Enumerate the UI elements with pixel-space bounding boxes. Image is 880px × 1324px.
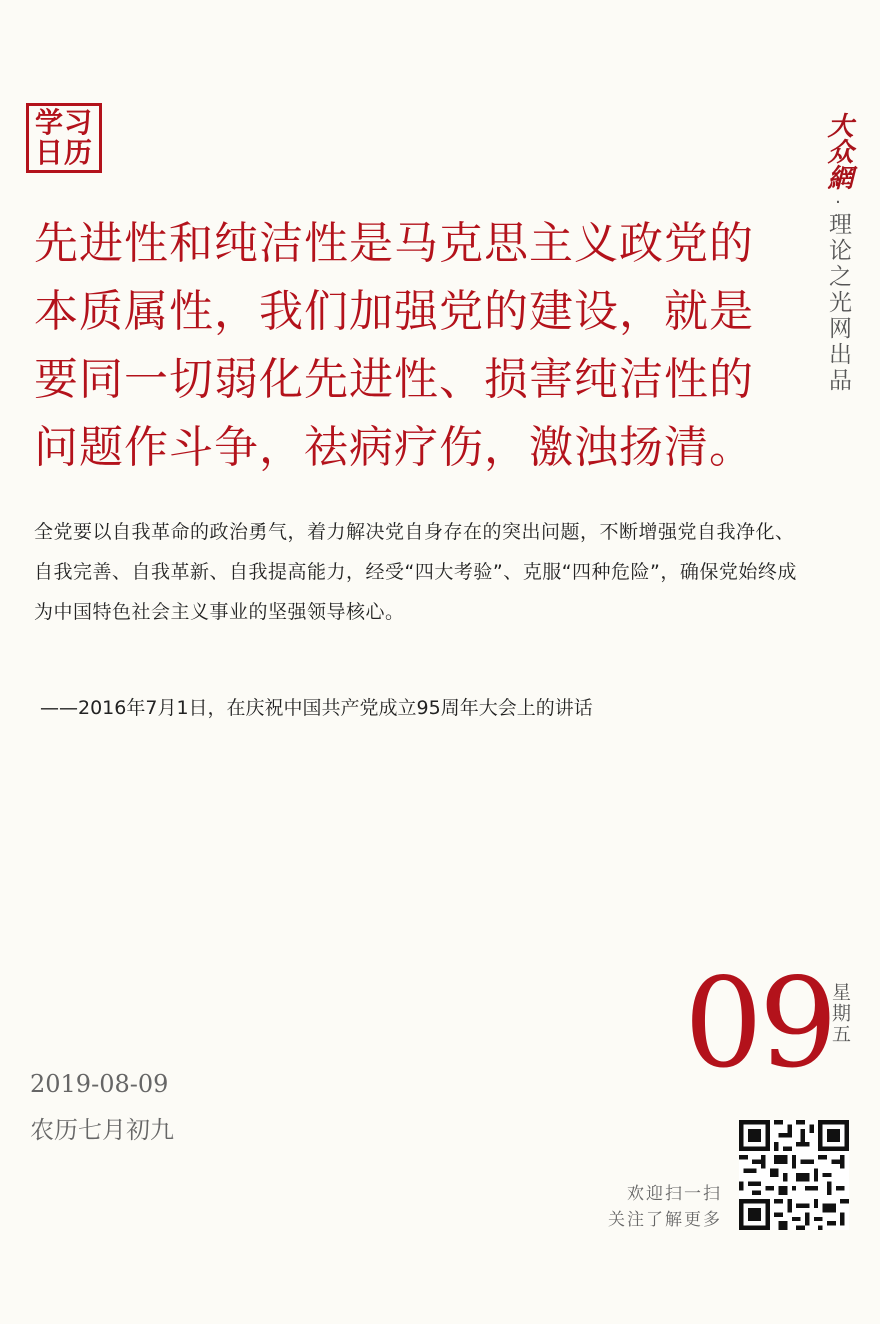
logo-line-1: 学习: [34, 106, 93, 139]
study-calendar-logo: [26, 103, 102, 173]
brand-subtitle: 理论之光网出品: [825, 212, 851, 394]
quote-source: ——2016年7月1日，在庆祝中国共产党成立95周年大会上的讲话: [40, 697, 593, 719]
scan-prompt: 欢迎扫一扫: [627, 1184, 722, 1204]
logo-line-2: 日历: [34, 136, 93, 169]
brand-logo: 大众網: [823, 112, 853, 190]
quote-headline: 先进性和纯洁性是马克思主义政党的本质属性，我们加强党的建设，就是要同一切弱化先进性、损害纯洁性的问题作斗争，祛病疗伤，激浊扬清。: [34, 218, 754, 473]
day-number: 09: [684, 952, 834, 1096]
brand-column: [818, 112, 858, 394]
weekday: 星期五: [829, 982, 851, 1045]
quote-body: 全党要以自我革命的政治勇气，着力解决党自身存在的突出问题，不断增强党自我净化、自我完善、自我革新、自我提高能力，经受“四大考验”、克服“四种危险”，确保党始终成为中国特色社会主义事业的坚强领导核心。: [34, 521, 797, 623]
lunar-date: 农历七月初九: [30, 1116, 174, 1144]
brand-separator: ·: [835, 192, 841, 213]
date: 2019-08-09: [30, 1070, 169, 1098]
qr-code-icon[interactable]: [738, 1120, 850, 1230]
follow-prompt: 关注了解更多: [608, 1210, 722, 1230]
